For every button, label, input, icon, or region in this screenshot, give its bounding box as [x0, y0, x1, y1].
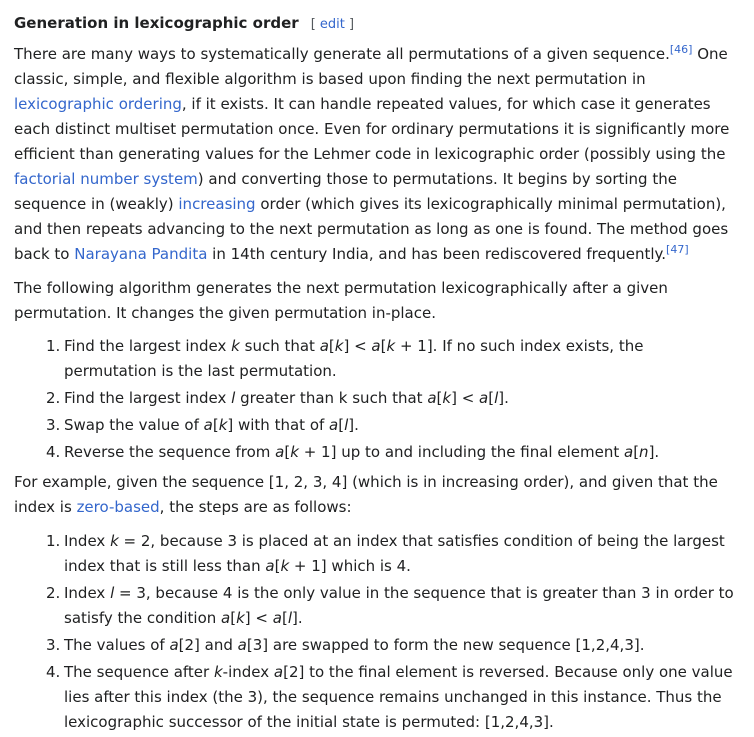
list-item: 2. Find the largest index l greater than k such that a[k] < a[l].	[46, 389, 509, 407]
section-title: Generation in lexicographic order	[14, 14, 299, 32]
edit-link[interactable]: edit	[319, 17, 345, 32]
narayana-pandita-link[interactable]: Narayana Pandita	[74, 245, 208, 263]
increasing-link[interactable]: increasing	[178, 195, 256, 213]
algorithm-steps-list	[46, 334, 736, 467]
list-item: 3. Swap the value of a[k] with that of a[l].	[46, 416, 359, 434]
list-item: 4. The sequence after k-index a[2] to the final element is reversed. Because only one value lies after this index (the 3), the sequence remains unchanged in this instance. Thus the lexicographic successor of the initial state is permuted: [1,2,4,3].	[46, 663, 733, 731]
intro-paragraph: There are many ways to systematically generate all permutations of a given sequence.[46] One classic, simple, and flexible algorithm is based upon finding the next permutation in lexicographic ordering, if it exists. It can handle repeated values, for which case it generates each distinct multiset permutation once. Even for ordinary permutations it is significantly more efficient than generating values for the Lehmer code in lexicographic order (possibly using the factorial number system) and converting those to permutations. It begins by sorting the sequence in (weakly) increasing order (which gives its lexicographically minimal permutation), and then repeats advancing to the next permutation as long as one is found. The method goes back to Narayana Pandita in 14th century India, and has been rediscovered frequently.[47]	[14, 43, 730, 263]
lexicographic-ordering-link[interactable]: lexicographic ordering	[14, 95, 182, 113]
list-item: 3. The values of a[2] and a[3] are swapped to form the new sequence [1,2,4,3].	[46, 636, 645, 654]
list-item: 1. Find the largest index k such that a[k] < a[k + 1]. If no such index exists, the permutation is the last permutation.	[46, 337, 644, 380]
reference-46-link[interactable]: [46]	[669, 43, 693, 56]
list-item: 2. Index l = 3, because 4 is the only value in the sequence that is greater than 3 in order to satisfy the condition a[k] < a[l].	[46, 584, 734, 627]
algorithm-intro-paragraph: The following algorithm generates the next permutation lexicographically after a given permutation. It changes the given permutation in-place.	[14, 279, 668, 322]
reference-47-link[interactable]: [47]	[666, 243, 689, 256]
example-steps-list	[46, 529, 746, 737]
list-item: 4. Reverse the sequence from a[k + 1] up to and including the final element a[n].	[46, 443, 660, 461]
factorial-number-system-link[interactable]: factorial number system	[14, 170, 198, 188]
zero-based-link[interactable]: zero-based	[76, 498, 160, 516]
section-heading	[14, 12, 354, 36]
list-item: 1. Index k = 2, because 3 is placed at an index that satisfies condition of being the largest index that is still less than a[k + 1] which is 4.	[46, 532, 725, 575]
example-intro-paragraph: For example, given the sequence [1, 2, 3, 4] (which is in increasing order), and given that the index is zero-based, the steps are as follows:	[14, 473, 718, 516]
edit-section: [ edit ]	[310, 17, 355, 32]
